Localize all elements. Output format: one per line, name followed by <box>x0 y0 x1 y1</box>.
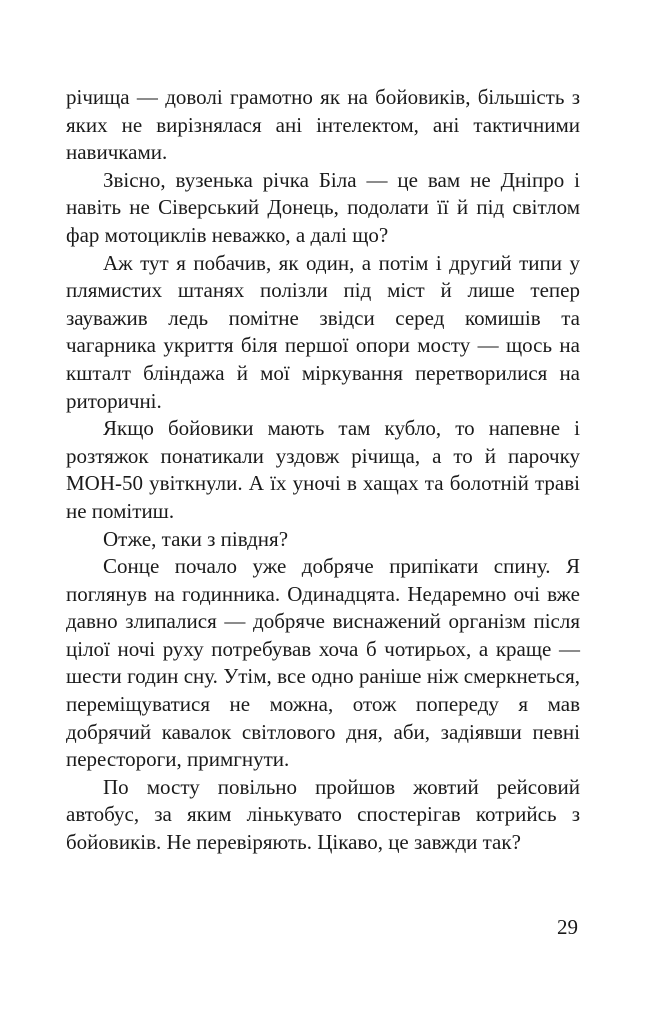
paragraph-6: Сонце почало уже добряче припікати спину. Я поглянув на годинника. Одинадцята. Недаремно очі вже давно злипалися — добряче виснажений організм після цілої ночі руху потребував хоча б чотирьох, а краще — шести годин сну. Утім, все одно раніше ніж смеркнеться, переміщуватися не можна, отож попереду я мав добрячий кавалок світлового дня, аби, задіявши певні перестороги, примгнути. <box>66 554 580 772</box>
paragraph-3: Аж тут я побачив, як один, а потім і другий типи у плямистих штанях полізли під міст й лише тепер зауважив ледь помітне звідси серед комишів та чагарника укриття біля першої опори мосту — щось на кшталт бліндажа й мої міркування перетворилися на риторичні. <box>66 250 580 413</box>
paragraph-2: Звісно, вузенька річка Біла — це вам не Дніпро і навіть не Сіверський Донець, подолати її й під світлом фар мотоциклів неважко, а далі що? <box>66 167 580 247</box>
paragraph-5: Отже, таки з півдня? <box>103 526 289 551</box>
paragraph-7: По мосту повільно пройшов жовтий рейсовий автобус, за яким лінькувато спостерігав котрийсь з бойовиків. Не перевіряють. Цікаво, це завжди так? <box>66 774 580 855</box>
page-body <box>66 84 580 857</box>
paragraph-1: річища — доволі грамотно як на бойовиків, більшість з яких не вирізнялася ані інтелектом, ані тактичними навичками. <box>66 85 580 165</box>
paragraph-4: Якщо бойовики мають там кубло, то напевне і розтяжок понатикали уздовж річища, а то й парочку МОН-50 увіткнули. А їх уночі в хащах та болотній траві не помітиш. <box>66 416 580 523</box>
page-number: 29 <box>557 915 578 939</box>
